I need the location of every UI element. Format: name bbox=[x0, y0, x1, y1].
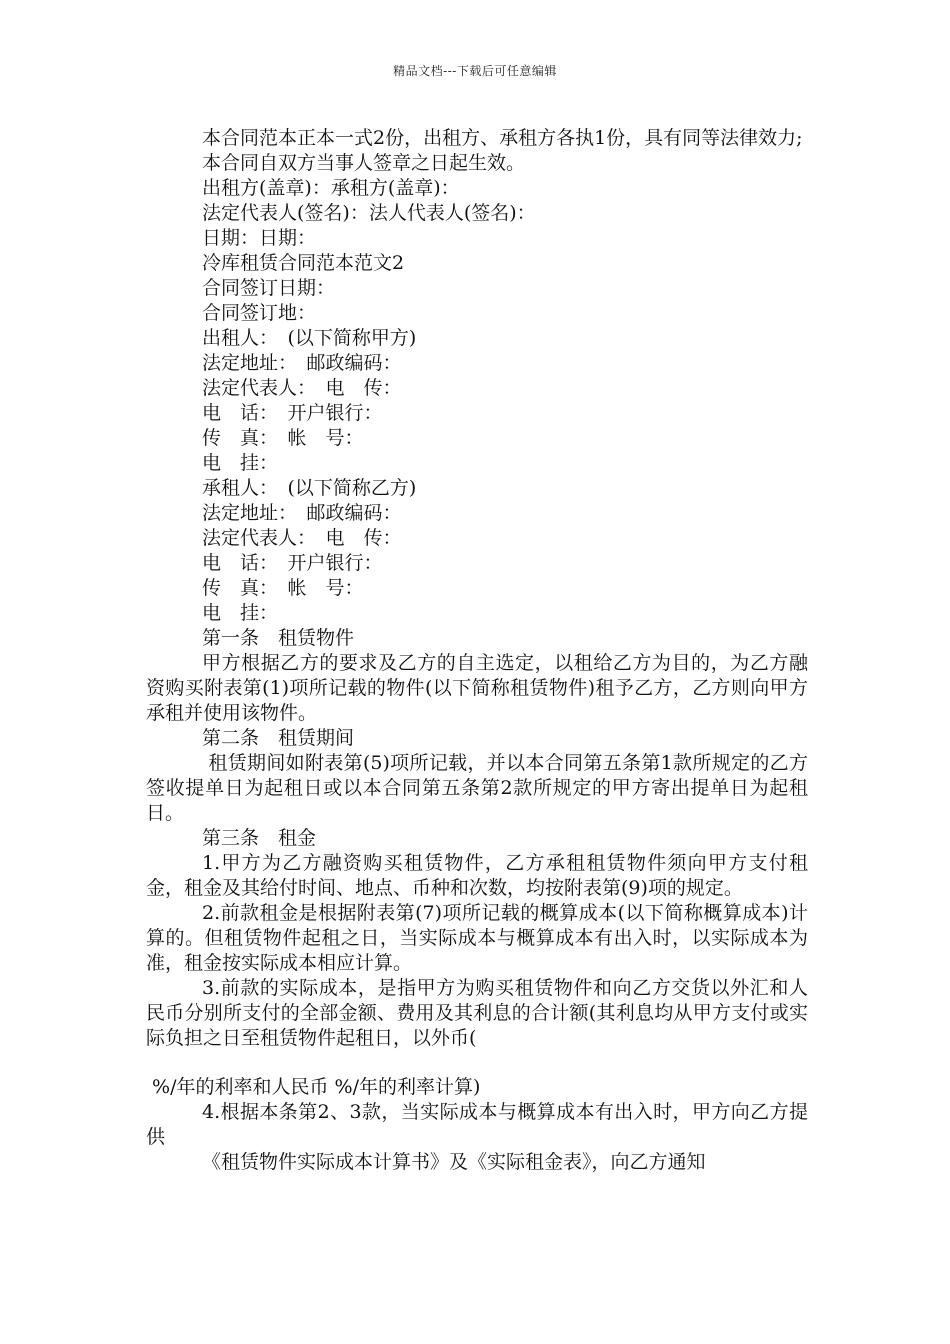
paragraph: 日期：日期： bbox=[202, 227, 317, 249]
paragraph: 法定代表人： 电 传： bbox=[202, 527, 402, 549]
paragraph: 电 挂： bbox=[202, 602, 279, 624]
paragraph: 传 真： 帐 号： bbox=[202, 427, 364, 449]
section-heading: 冷库租赁合同范本范文2 bbox=[202, 252, 405, 274]
paragraph: 出租人： (以下简称甲方) bbox=[202, 327, 417, 349]
paragraph: 法定地址： 邮政编码： bbox=[202, 502, 402, 524]
paragraph: 法定代表人(签名)：法人代表人(签名)： bbox=[202, 202, 536, 224]
paragraph: 3.前款的实际成本，是指甲方为购买租赁物件和向乙方交货以外汇和人民币分别所支付的全部金额、费用及其利息的合计额(其利息均从甲方支付或实际负担之日至租赁物件起租日，以外币( bbox=[146, 977, 808, 1049]
paragraph: 电 挂： bbox=[202, 452, 279, 474]
article-heading: 第三条 租金 bbox=[202, 827, 317, 849]
paragraph: 法定地址： 邮政编码： bbox=[202, 352, 402, 374]
paragraph: 1.甲方为乙方融资购买租赁物件，乙方承租租赁物件须向甲方支付租金，租金及其给付时间、地点、币种和次数，均按附表第(9)项的规定。 bbox=[146, 852, 808, 899]
paragraph: 电 话： 开户银行： bbox=[202, 402, 383, 424]
paragraph: 传 真： 帐 号： bbox=[202, 577, 364, 599]
page-gap bbox=[146, 1051, 808, 1075]
paragraph: 4.根据本条第2、3款，当实际成本与概算成本有出入时，甲方向乙方提供 bbox=[146, 1101, 808, 1148]
document-body bbox=[146, 126, 808, 1175]
paragraph: 合同签订地： bbox=[202, 302, 317, 324]
article-heading: 第一条 租赁物件 bbox=[202, 627, 355, 649]
paragraph: 租赁期间如附表第(5)项所记载，并以本合同第五条第1款所规定的乙方签收提单日为起租日或以本合同第五条第2款所规定的甲方寄出提单日为起租日。 bbox=[146, 752, 808, 824]
paragraph: 承租人： (以下简称乙方) bbox=[202, 477, 417, 499]
paragraph: 《租赁物件实际成本计算书》及《实际租金表》，向乙方通知 bbox=[202, 1151, 706, 1173]
paragraph: %/年的利率和人民币 %/年的利率计算) bbox=[146, 1076, 481, 1098]
page-header: 精品文档---下载后可任意编辑 bbox=[393, 64, 557, 78]
paragraph: 合同签订日期： bbox=[202, 277, 336, 299]
paragraph: 电 话： 开户银行： bbox=[202, 552, 383, 574]
article-heading: 第二条 租赁期间 bbox=[202, 727, 355, 749]
paragraph: 本合同范本正本一式2份，出租方、承租方各执1份，具有同等法律效力; bbox=[202, 127, 803, 149]
paragraph: 本合同自双方当事人签章之日起生效。 bbox=[202, 152, 526, 174]
paragraph: 法定代表人： 电 传： bbox=[202, 377, 402, 399]
paragraph: 出租方(盖章)：承租方(盖章)： bbox=[202, 177, 460, 199]
paragraph: 甲方根据乙方的要求及乙方的自主选定，以租给乙方为目的，为乙方融资购买附表第(1)项所记载的物件(以下简称租赁物件)租予乙方，乙方则向甲方承租并使用该物件。 bbox=[146, 652, 808, 724]
paragraph: 2.前款租金是根据附表第(7)项所记载的概算成本(以下简称概算成本)计算的。但租赁物件起租之日，当实际成本与概算成本有出入时，以实际成本为准，租金按实际成本相应计算。 bbox=[146, 902, 808, 974]
